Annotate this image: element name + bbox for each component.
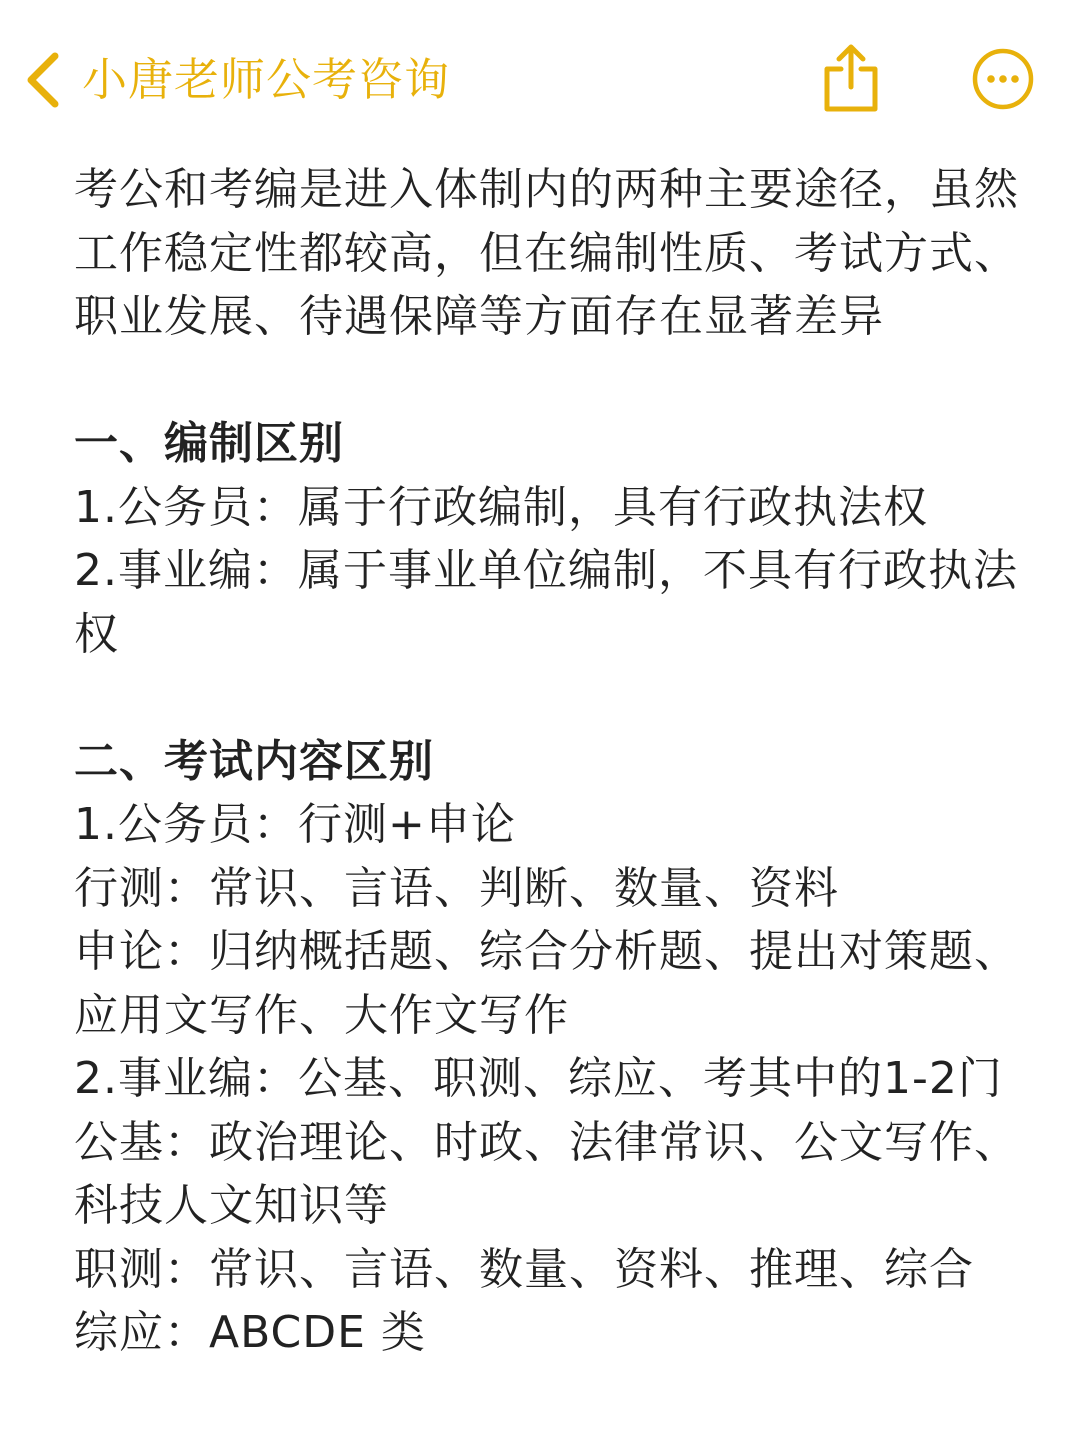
nav-bar — [0, 0, 1080, 150]
note-line: 职测：常识、言语、数量、资料、推理、综合 — [74, 1243, 974, 1295]
note-line: 申论：归纳概括题、综合分析题、提出对策题、应用文写作、大作文写作 — [74, 926, 1019, 1041]
note-line: 1.公务员：属于行政编制，具有行政执法权 — [74, 481, 928, 533]
note-line: 公基：政治理论、时政、法律常识、公文写作、科技人文知识等 — [74, 1116, 1019, 1231]
section-heading: 一、编制区别 — [74, 418, 344, 469]
note-intro: 考公和考编是进入体制内的两种主要途径，虽然工作稳定性都较高，但在编制性质、考试方式、职业发展、待遇保障等方面存在显著差异 — [74, 164, 1019, 342]
note-line: 行测：常识、言语、判断、数量、资料 — [74, 862, 839, 914]
more-options-icon — [971, 47, 1035, 111]
note-body — [74, 158, 1034, 1365]
section-heading: 二、考试内容区别 — [74, 735, 434, 787]
blank-line — [74, 666, 1034, 730]
chevron-left-icon — [23, 50, 63, 110]
note-line: 综应：ABCDE 类 — [74, 1307, 426, 1358]
note-line: 1.公务员：行测+申论 — [74, 799, 516, 850]
share-button[interactable] — [818, 40, 884, 116]
blank-line — [74, 349, 1034, 413]
nav-title: 小唐老师公考咨询 — [82, 53, 451, 106]
more-options-button[interactable] — [970, 46, 1036, 112]
share-icon — [821, 43, 881, 113]
back-button[interactable] — [18, 48, 68, 112]
note-line: 2.事业编：公基、职测、综应、考其中的1-2门 — [74, 1053, 1003, 1104]
note-line: 2.事业编：属于事业单位编制，不具有行政执法权 — [74, 545, 1018, 660]
